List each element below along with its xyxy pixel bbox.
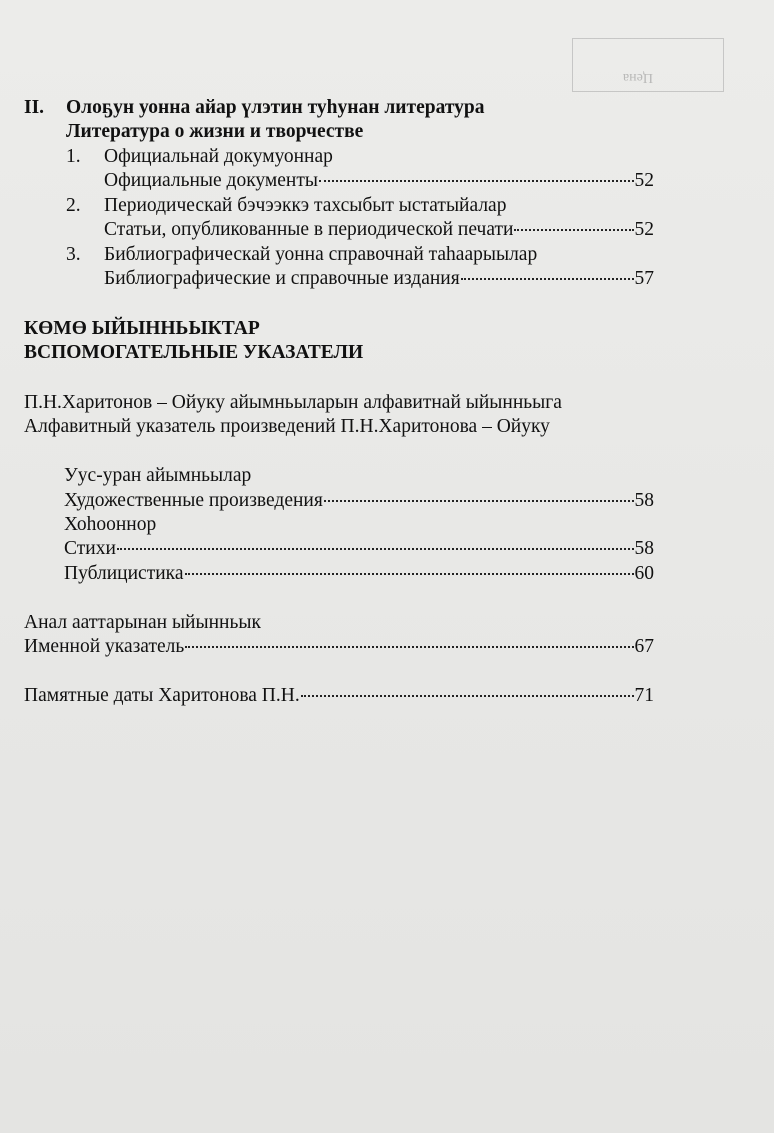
aux-heading-sakha: КӨМӨ ЫЙЫННЬЫКТАР (24, 318, 260, 339)
toc-entry[interactable] (64, 538, 654, 560)
toc-entry[interactable] (104, 219, 654, 241)
item-number: 1. (66, 146, 81, 167)
toc-entry[interactable] (104, 268, 654, 290)
toc-entry-page: 52 (634, 170, 654, 191)
toc-entry-page: 58 (634, 490, 654, 511)
price-stamp-label: Цена (622, 70, 653, 85)
toc-entry-title: Официальные документы (104, 170, 318, 191)
item-number: 3. (66, 244, 81, 265)
toc-entry-title: Именной указатель (24, 636, 185, 657)
toc-entry-title: Стихи (64, 538, 116, 559)
toc-entry-page: 71 (634, 685, 654, 706)
names-index-sakha: Анал ааттарынан ыйынньык (24, 612, 261, 633)
toc-entry-page: 52 (634, 219, 654, 240)
dot-leader (461, 278, 634, 280)
toc-entry[interactable] (104, 170, 654, 192)
genre-sakha: Уус-уран айымньылар (64, 465, 252, 486)
section-title-russian: Литература о жизни и творчестве (66, 121, 364, 142)
dot-leader (185, 646, 633, 648)
toc-entry-title: Статьи, опубликованные в периодической печати (104, 219, 514, 240)
dot-leader (324, 500, 634, 502)
dot-leader (301, 695, 634, 697)
toc-entry[interactable] (24, 636, 654, 658)
poems-sakha: Хоһооннор (64, 514, 157, 535)
item-title-sakha: Официальнай докумуоннар (104, 146, 333, 167)
toc-entry-title: Художественные произведения (64, 490, 323, 511)
alpha-index-russian: Алфавитный указатель произведений П.Н.Харитонова – Ойуку (24, 416, 550, 437)
alpha-index-sakha: П.Н.Харитонов – Ойуку айымньыларын алфавитнай ыйынньыга (24, 392, 562, 413)
item-number: 2. (66, 195, 81, 216)
toc-entry-title: Библиографические и справочные издания (104, 268, 460, 289)
toc-entry-title: Публицистика (64, 563, 184, 584)
item-title-sakha: Библиографическай уонна справочнай таһаарыылар (104, 244, 538, 265)
dot-leader (514, 229, 633, 231)
toc-entry[interactable] (64, 563, 654, 585)
toc-entry-page: 57 (634, 268, 654, 289)
toc-entry[interactable] (24, 685, 654, 707)
item-title-sakha: Периодическай бэчээккэ тахсыбыт ыстатыйалар (104, 195, 507, 216)
toc-entry[interactable] (64, 490, 654, 512)
toc-entry-page: 58 (634, 538, 654, 559)
toc-entry-page: 67 (634, 636, 654, 657)
dot-leader (117, 548, 634, 550)
toc-entry-page: 60 (634, 563, 654, 584)
aux-heading-russian: ВСПОМОГАТЕЛЬНЫЕ УКАЗАТЕЛИ (24, 342, 364, 363)
dot-leader (319, 180, 634, 182)
section-title-sakha: Олоҕун уонна айар үлэтин туһунан литература (66, 97, 485, 118)
dot-leader (185, 573, 634, 575)
toc-entry-title: Памятные даты Харитонова П.Н. (24, 685, 300, 706)
section-number: II. (24, 97, 45, 118)
